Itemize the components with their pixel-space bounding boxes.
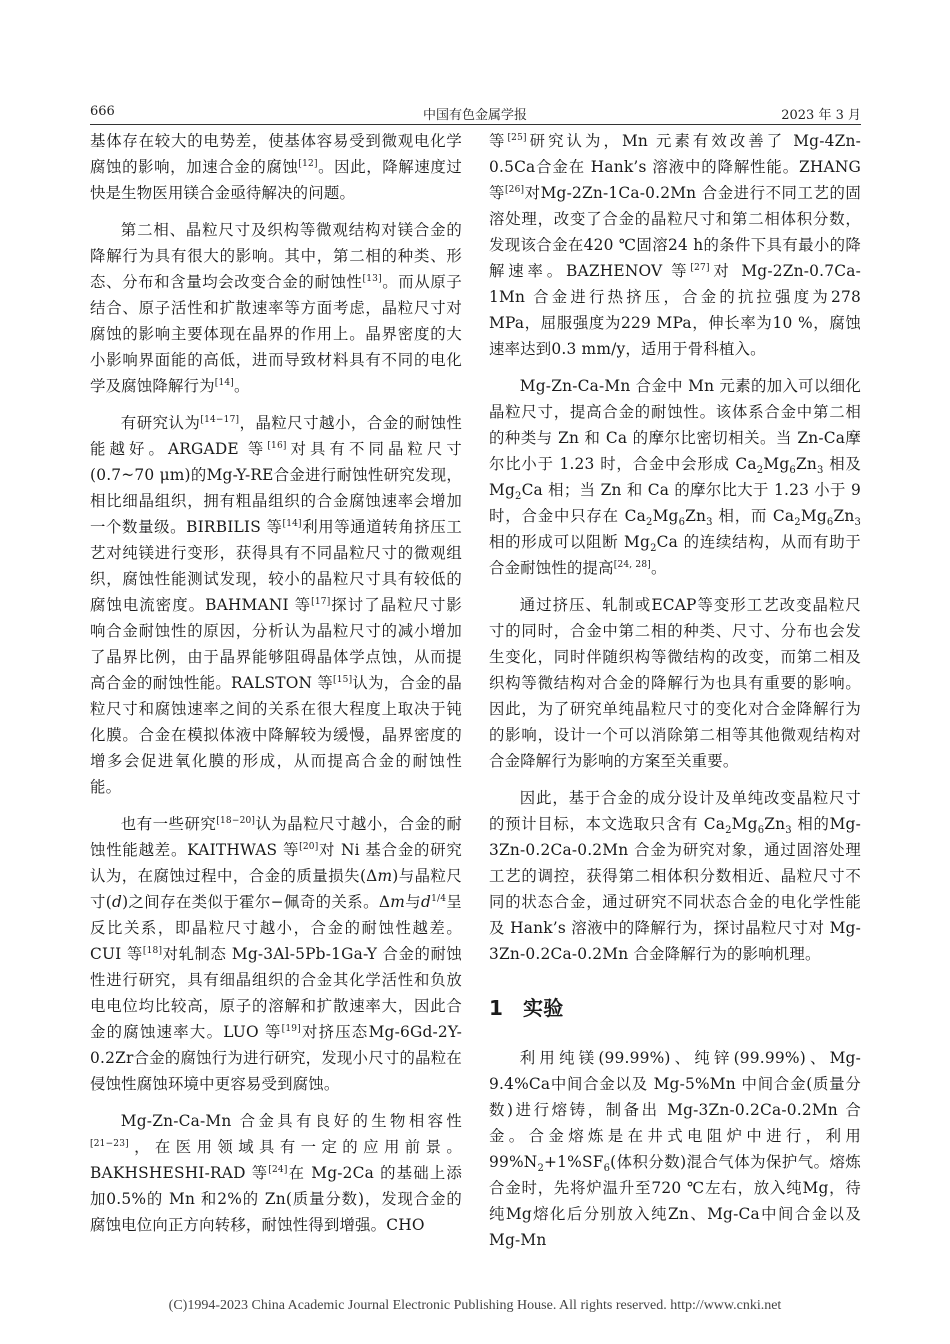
issue-date: 2023 年 3 月 bbox=[781, 108, 861, 123]
section-number: 1 bbox=[489, 996, 504, 1020]
left-column bbox=[90, 128, 462, 1238]
paragraph: 利用纯镁(99.99%)、纯锌(99.99%)、Mg-9.4%Ca中间合金以及 Mg-5%Mn 中间合金(质量分数)进行熔铸，制备出 Mg-3Zn-0.2Ca-0.2Mn 合金。合金熔炼是在井式电阻炉中进行，利用$99\%N_2+1\%SF_6$(体积分数)混合气体为保护气。熔炼合金时，先将炉温升至720 ℃左右，放入纯Mg，待纯Mg熔化后分别放入纯Zn、Mg-Ca中间合金以及Mg-Mn bbox=[489, 1049, 861, 1249]
paragraph: Mg-Zn-Ca-Mn 合金具有良好的生物相容性[21−23]，在医用领域具有一定的应用前景。BAKHSHESHI-RAD 等[24]在 Mg-2Ca 的基础上添加0.5%的 Mn 和2%的 Zn(质量分数)，发现合金的腐蚀电位向正方向转移，耐蚀性得到增强。CHO bbox=[90, 1112, 462, 1234]
section-heading bbox=[489, 993, 861, 1023]
header-divider bbox=[90, 124, 861, 125]
paragraph: 通过挤压、轧制或ECAP等变形工艺改变晶粒尺寸的同时，合金中第二相的种类、尺寸、分布也会发生变化，同时伴随织构等微结构的改变，而第二相及织构等微结构对合金的降解行为也具有重要的影响。因此，为了研究单纯晶粒尺寸的变化对合金降解行为的影响，设计一个可以消除第二相等其他微观结构对合金降解行为影响的方案至关重要。 bbox=[489, 596, 861, 770]
paragraph: 有研究认为[14−17]，晶粒尺寸越小，合金的耐蚀性能越好。ARGADE 等[16]对具有不同晶粒尺寸(0.7~70 μm)的Mg-Y-RE合金进行耐蚀性研究发现，相比细晶组织，拥有粗晶组织的合金腐蚀速率会增加一个数量级。BIRBILIS 等[14]利用等通道转角挤压工艺对纯镁进行变形，获得具有不同晶粒尺寸的微观组织，腐蚀性能测试发现，较小的晶粒尺寸具有较低的腐蚀电流密度。BAHMANI 等[17]探讨了晶粒尺寸影响合金耐蚀性的原因，分析认为晶粒尺寸的减小增加了晶界比例，由于晶界能够阻碍晶体学点蚀，从而提高合金的耐蚀性能。RALSTON 等[15]认为，合金的晶粒尺寸和腐蚀速率之间的关系在很大程度上取决于钝化膜。合金在模拟体液中降解较为缓慢，晶界密度的增多会促进氧化膜的形成，从而提高合金的耐蚀性能。 bbox=[90, 414, 463, 796]
paragraph: 也有一些研究[18−20]认为晶粒尺寸越小，合金的耐蚀性能越差。KAITHWAS 等[20]对 Ni 基合金的研究认为，在腐蚀过程中，合金的质量损失(Δm)与晶粒尺寸(d)之间存在类似于霍尔−佩奇的关系。Δm与$d^{1/4}$呈反比关系，即晶粒尺寸越小，合金的耐蚀性越差。CUI 等[18]对轧制态 Mg-3Al-5Pb-1Ga-Y 合金的耐蚀性进行研究，具有细晶组织的合金其化学活性和负放电电位均比较高，原子的溶解和扩散速率大，因此合金的腐蚀速率大。LUO 等[19]对挤压态Mg-6Gd-2Y-0.2Zr合金的腐蚀行为进行研究，发现小尺寸的晶粒在侵蚀性腐蚀环境中更容易受到腐蚀。 bbox=[90, 815, 463, 1093]
journal-title: 中国有色金属学报 bbox=[422, 108, 527, 123]
paragraph: 等[25]研究认为，Mn 元素有效改善了 Mg-4Zn-0.5Ca合金在 Hank’s 溶液中的降解性能。ZHANG 等[26]对Mg-2Zn-1Ca-0.2Mn 合金进行不同工艺的固溶处理，改变了合金的晶粒尺寸和第二相体积分数，发现该合金在420 ℃固溶24 h的条件下具有最小的降解速率。BAZHENOV 等[27]对 Mg-2Zn-0.7Ca-1Mn 合金进行热挤压，合金的抗拉强度为278 MPa，屈服强度为229 MPa，伸长率为10 %，腐蚀速率达到0.3 mm/y，适用于骨科植入。 bbox=[489, 132, 861, 358]
right-column bbox=[489, 128, 861, 1253]
paragraph: 基体存在较大的电势差，使基体容易受到微观电化学腐蚀的影响，加速合金的腐蚀[12]。因此，降解速度过快是生物医用镁合金亟待解决的问题。 bbox=[90, 132, 462, 202]
paragraph: 因此，基于合金的成分设计及单纯改变晶粒尺寸的预计目标，本文选取只含有 $Ca_2Mg_6Zn_3$ 相的Mg-3Zn-0.2Ca-0.2Mn 合金为研究对象，通过固溶处理工艺的调控，获得第二相体积分数相近、晶粒尺寸不同的状态合金，通过研究不同状态合金的电化学性能及 Hank’s 溶液中的降解行为，探讨晶粒尺寸对 Mg-3Zn-0.2Ca-0.2Mn 合金降解行为的影响机理。 bbox=[489, 789, 862, 963]
paragraph: Mg-Zn-Ca-Mn 合金中 Mn 元素的加入可以细化晶粒尺寸，提高合金的耐蚀性。该体系合金中第二相的种类与 Zn 和 Ca 的摩尔比密切相关。当 Zn-Ca摩尔比小于 1.23 时，合金中会形成 $Ca_2Mg_6Zn_3$ 相及$Mg_2Ca$ 相；当 Zn 和 Ca 的摩尔比大于 1.23 小于 9 时，合金中只存在 $Ca_2Mg_6Zn_3$ 相，而 $Ca_2Mg_6Zn_3$ 相的形成可以阻断 $Mg_2Ca$ 的连续结构，从而有助于合金耐蚀性的提高[24, 28]。 bbox=[489, 377, 862, 577]
section-title: 实验 bbox=[523, 996, 564, 1020]
paragraph: 第二相、晶粒尺寸及织构等微观结构对镁合金的降解行为具有很大的影响。其中，第二相的种类、形态、分布和含量均会改变合金的耐蚀性[13]。而从原子结合、原子活性和扩散速率等方面考虑，晶粒尺寸对腐蚀的影响主要体现在晶界的作用上。晶界密度的大小影响界面能的高低，进而导致材料具有不同的电化学及腐蚀降解行为[14]。 bbox=[90, 221, 462, 395]
copyright-footer: (C)1994-2023 China Academic Journal Electronic Publishing House. All rights reserved. http://www.cnki.net bbox=[168, 1298, 782, 1313]
page-number: 666 bbox=[90, 104, 115, 119]
